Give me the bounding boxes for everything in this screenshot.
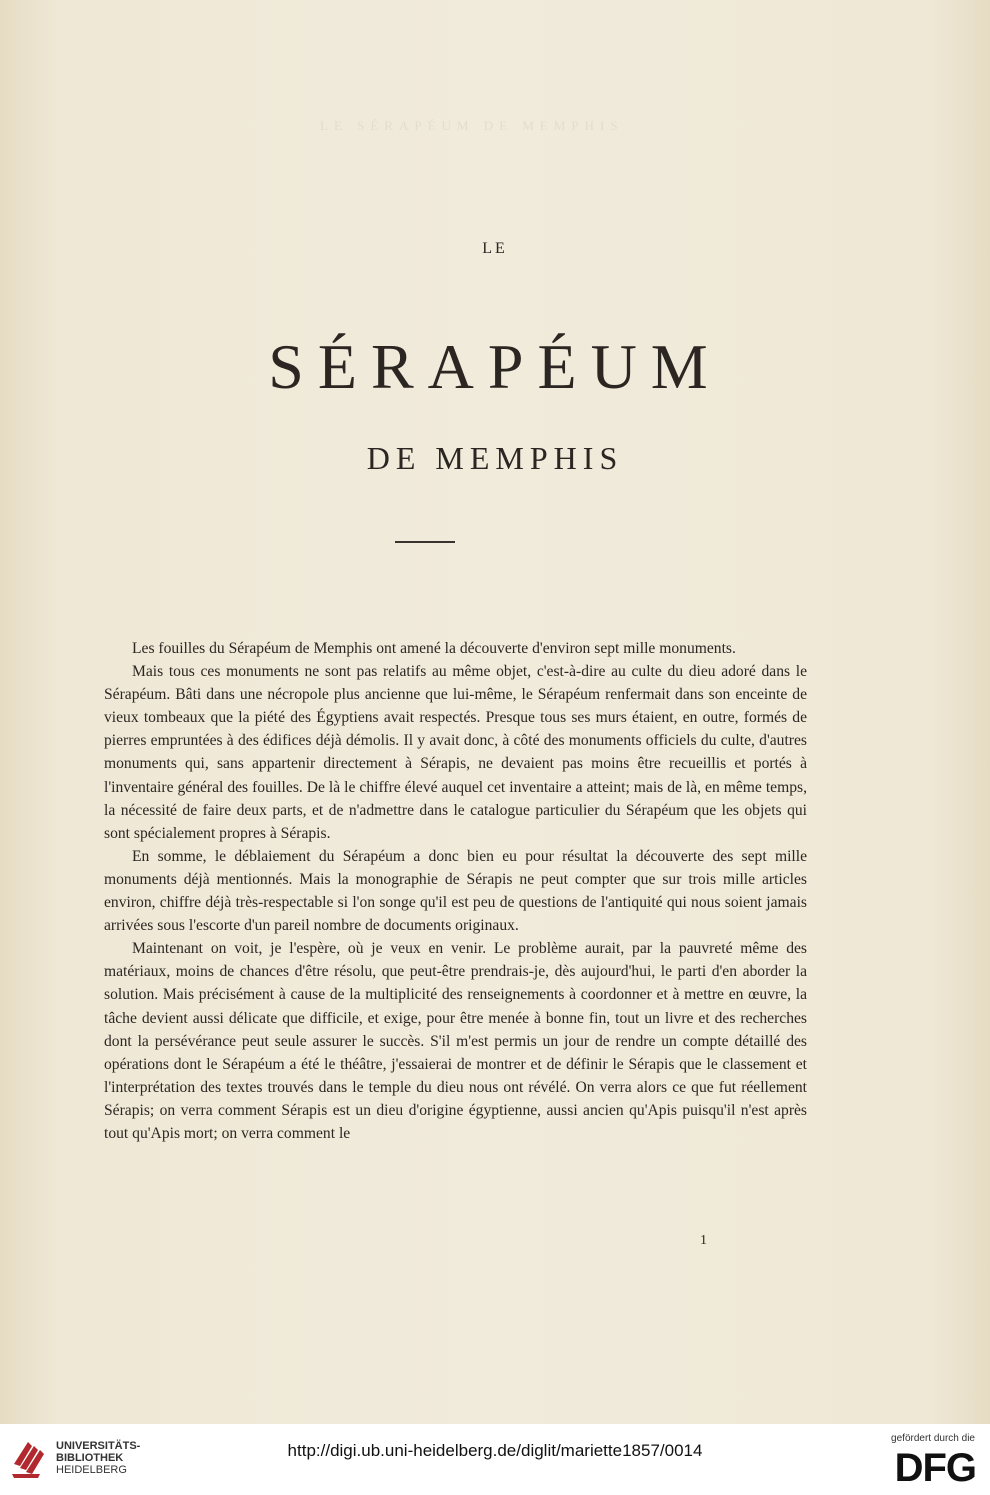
logo-line: UNIVERSITÄTS- bbox=[56, 1440, 141, 1452]
logo-line: HEIDELBERG bbox=[56, 1464, 127, 1476]
paragraph: Mais tous ces monuments ne sont pas relatifs au même objet, c'est-à-dire au culte du dieu adoré dans le Sérapéum. Bâti dans une nécropole plus ancienne que lui-même, le Sérapéum renfermait dans son enceinte de vieux tombeaux que la piété des Égyptiens avait respectés. Presque tous ses murs étaient, en outre, formés de pierres empruntées à des édifices déjà démolis. Il y avait donc, à côté des monuments officiels du culte, d'autres monuments qui, sans appartenir directement à Sérapis, ne devaient pas moins être recueillis et portés à l'inventaire général des fouilles. De là le chiffre élevé auquel cet inventaire a atteint; mais de là, en même temps, la nécessité de faire deux parts, et de n'admettre dans le catalogue particulier du Sérapéum que les objets qui sont spécialement propres à Sérapis. bbox=[104, 663, 807, 842]
paragraph: Maintenant on voit, je l'espère, où je veux en venir. Le problème aurait, par la pauvreté même des matériaux, moins de chances d'être résolu, que peut-être prendrais-je, dès aujourd'hui, le parti d'en aborder la solution. Mais précisément à cause de la multiplicité des renseignements à coordonner et à mettre en œuvre, la tâche devient aussi délicate que difficile, et exige, pour être menée à bonne fin, tout un livre et des recherches dont la persévérance peut seule assurer le succès. S'il m'est permis un jour de rendre un compte détaillé des opérations dont le Sérapéum a été le théâtre, j'essaierai de montrer et de définir le Sérapis que le classement et l'interprétation des textes trouvés dans le temple du dieu nous ont révélé. On verra alors ce que fut réellement Sérapis; on verra comment Sérapis est un dieu d'origine égyptienne, aussi ancien qu'Apis puisqu'il n'est après tout qu'Apis mort; on verra comment le bbox=[104, 940, 807, 1142]
page-title: SÉRAPÉUM bbox=[268, 331, 722, 402]
show-through-running-head: LE SÉRAPÉUM DE MEMPHIS bbox=[320, 118, 624, 133]
viewer-footer bbox=[0, 1424, 990, 1495]
funding-label: gefördert durch die bbox=[891, 1433, 975, 1444]
paragraph: Les fouilles du Sérapéum de Memphis ont amené la découverte d'environ sept mille monuments. bbox=[132, 640, 736, 657]
title-article: LE bbox=[482, 240, 508, 257]
page-subtitle: DE MEMPHIS bbox=[366, 440, 624, 476]
body-text bbox=[104, 637, 807, 1145]
title-divider bbox=[395, 541, 455, 543]
paragraph: En somme, le déblaiement du Sérapéum a donc bien eu pour résultat la découverte des sept mille monuments déjà mentionnés. Mais la monographie de Sérapis ne peut compter que sur trois mille articles environ, chiffre déjà très-respectable si l'on songe qu'il est peu de questions de l'antiquité qui nous soient jamais arrivées sous l'escorte d'un pareil nombre de documents originaux. bbox=[104, 847, 807, 935]
page-number: 1 bbox=[700, 1233, 707, 1248]
dfg-logo[interactable]: DFG bbox=[894, 1446, 976, 1490]
logo-line: BIBLIOTHEK bbox=[56, 1452, 124, 1464]
permalink-url[interactable]: http://digi.ub.uni-heidelberg.de/diglit/mariette1857/0014 bbox=[287, 1441, 703, 1460]
